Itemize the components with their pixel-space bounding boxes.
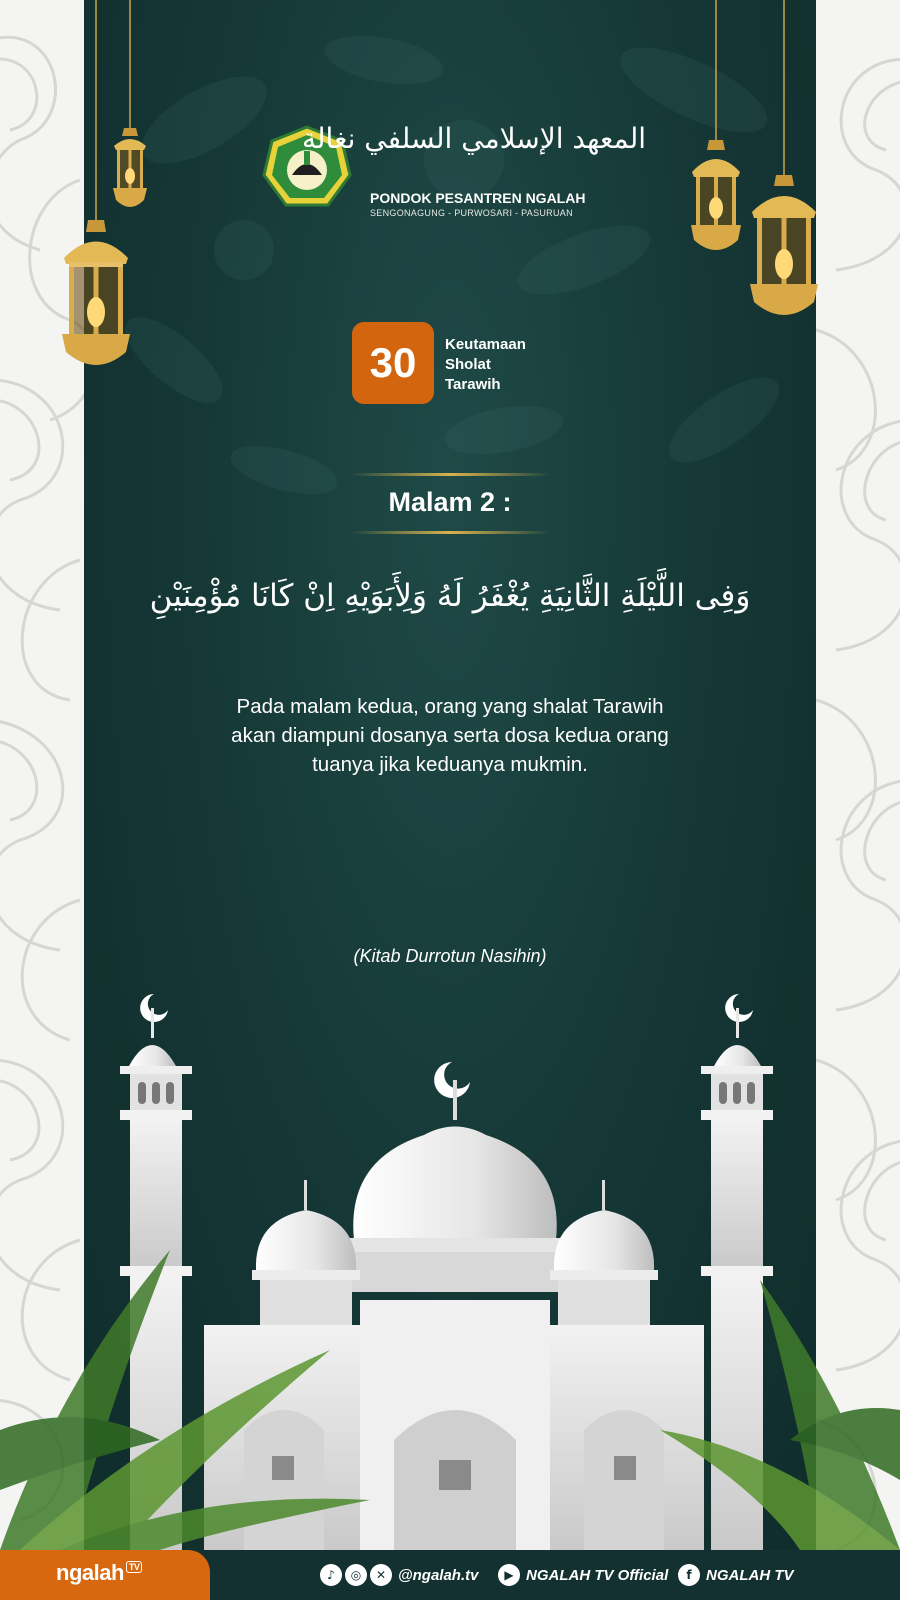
instagram-icon[interactable]: ◎: [345, 1564, 367, 1586]
source-citation: (Kitab Durrotun Nasihin): [353, 946, 547, 966]
translation-line: akan diampuni dosanya serta dosa kedua orang: [231, 724, 669, 747]
translation-line: tuanya jika keduanya mukmin.: [312, 753, 588, 776]
youtube-channel[interactable]: NGALAH TV Official: [526, 1566, 669, 1584]
badge-caption-line: Sholat: [445, 356, 491, 373]
brand-name: ngalah: [56, 1560, 124, 1585]
badge-caption-line: Tarawih: [445, 376, 501, 393]
social-handle[interactable]: @ngalah.tv: [398, 1566, 479, 1584]
badge-caption: [445, 335, 585, 395]
crescent-icon: [140, 994, 168, 1022]
facebook-page[interactable]: NGALAH TV: [706, 1566, 794, 1584]
number-badge: 30: [352, 322, 434, 404]
crescent-icon: [725, 994, 753, 1022]
brand-tv: TV: [126, 1561, 143, 1573]
social-handle-group[interactable]: [320, 1563, 478, 1587]
lantern-large-right: [744, 0, 824, 330]
translation-line: Pada malam kedua, orang yang shalat Tarawih: [236, 695, 664, 718]
footer-brand-logo: [56, 1560, 166, 1590]
palm-leaves-left: [0, 1230, 380, 1550]
palm-leaves-right: [640, 1250, 900, 1550]
gold-divider-bottom: [350, 531, 550, 534]
lantern-large-left: [56, 0, 136, 380]
school-address: SENGONAGUNG - PURWOSARI - PASURUAN: [370, 208, 573, 218]
night-title: Malam 2 :: [388, 487, 512, 517]
lantern-medium-right: [686, 0, 746, 260]
x-icon[interactable]: ✕: [370, 1564, 392, 1586]
youtube-icon[interactable]: ▶: [498, 1564, 520, 1586]
translation-text: [170, 692, 730, 779]
gold-divider-top: [350, 473, 550, 476]
arabic-verse: وَفِى اللَّيْلَةِ الثَّانِيَةِ يُغْفَرُ لَهُ وَلِأَبَوَيْهِ اِنْ كَانَا مُؤْمِنَيْنِ: [149, 578, 751, 614]
youtube-link[interactable]: [498, 1563, 668, 1587]
arabic-school-name: المعهد الإسلامي السلفي نغالة: [302, 122, 646, 155]
crescent-icon: [434, 1062, 470, 1098]
badge-caption-line: Keutamaan: [445, 336, 526, 353]
tiktok-icon[interactable]: ♪: [320, 1564, 342, 1586]
facebook-icon[interactable]: f: [678, 1564, 700, 1586]
facebook-link[interactable]: [678, 1563, 794, 1587]
school-name: PONDOK PESANTREN NGALAH: [370, 190, 586, 206]
